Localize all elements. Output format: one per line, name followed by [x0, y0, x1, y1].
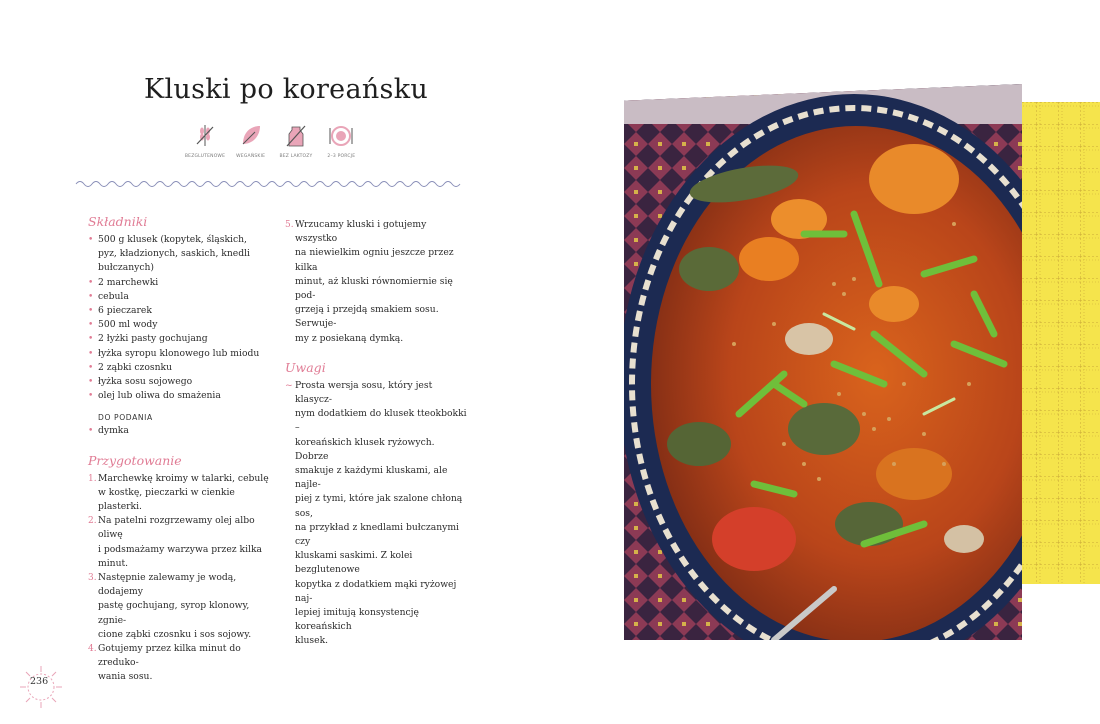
page-number-ornament	[18, 664, 64, 710]
ingredients-list	[88, 233, 278, 403]
icon-label: WEGAŃSKIE	[236, 154, 266, 159]
ingredients-heading: Składniki	[88, 214, 148, 229]
serving-heading: DO PODANIA	[98, 413, 153, 423]
ingredient-item: • 6 pieczarek	[88, 304, 278, 318]
ingredient-item: • olej lub oliwa do smażenia	[88, 389, 278, 403]
step-item: 2. Na patelni rozgrzewamy olej albo oliwę i podsmażamy warzywa przez kilka minut.	[88, 515, 263, 569]
right-column	[285, 218, 467, 649]
step-item: 4. Gotujemy przez kilka minut do zreduko- wania sosu.	[88, 643, 241, 683]
ingredient-item: • 500 ml wody	[88, 318, 278, 332]
korean-dumplings-photo	[624, 84, 1022, 640]
serving-list	[88, 424, 278, 438]
notes-heading: Uwagi	[285, 359, 326, 375]
icon-label: BEZ LAKTOZY	[279, 154, 313, 159]
preparation-heading: Przygotowanie	[88, 452, 182, 468]
lactose-free-badge	[279, 122, 312, 167]
leaf-icon	[237, 122, 265, 150]
page-number: 236	[30, 676, 49, 687]
preparation-steps	[88, 472, 278, 685]
decorative-squiggle	[74, 178, 466, 190]
gluten-free-badge	[184, 122, 226, 167]
ingredient-item: • cebula	[88, 290, 278, 304]
ingredient-item: • 2 łyżki pasty gochujang	[88, 332, 278, 346]
icon-label: BEZGLUTENOWE	[184, 154, 226, 159]
serving-item: • dymka	[88, 424, 278, 438]
dish-photo	[624, 84, 1022, 640]
yellow-tablecloth	[1014, 102, 1100, 584]
ingredient-item: • 2 marchewki	[88, 276, 278, 290]
portions-badge	[325, 122, 358, 167]
ingredient-item: • 500 g klusek (kopytek, śląskich, pyz, kładzionych, saskich, knedli bułczanych)	[88, 233, 278, 276]
preparation-steps-cont	[285, 218, 467, 346]
left-column	[88, 214, 278, 685]
recipe-title: Kluski po koreańsku	[144, 74, 429, 105]
no-dairy-icon	[282, 122, 310, 150]
recipe-attributes	[184, 122, 358, 167]
icon-label: 2–3 PORCJE	[327, 154, 356, 159]
notes-text: ~ Prosta wersja sosu, który jest klasycz- nym dodatkiem do klusek tteokbokki – koreańskich klusek ryżowych. Dobrze smakuje z każdymi kluskami, ale najle- piej z tymi, które jak szalone chłoną sos, na przykład z knedlami bułczanymi czy kluskami saskimi. Z kolei bezglutenowe kopytka z dodatkiem mąki ryżowej naj- lepiej imitują konsystencję koreańskich klusek.	[285, 379, 467, 647]
ingredient-item: • 2 ząbki czosnku	[88, 361, 278, 375]
vegan-badge	[234, 122, 267, 167]
wheat-crossed-icon	[191, 122, 219, 150]
ingredient-item: • łyżka sosu sojowego	[88, 375, 278, 389]
plate-icon	[327, 122, 355, 150]
plaid-pattern	[1014, 102, 1100, 584]
step-item: 5. Wrzucamy kluski i gotujemy wszystko na niewielkim ogniu jeszcze przez kilka minut, aż kluski równomiernie się pod- grzeją i przejdą smakiem sosu. Serwuje- my z posiekaną dymką.	[285, 219, 454, 344]
step-item: 3. Następnie zalewamy je wodą, dodajemy pastę gochujang, syrop klonowy, zgnie- cione ząbki czosnku i sos sojowy.	[88, 572, 252, 640]
ingredient-item: • łyżka syropu klonowego lub miodu	[88, 347, 278, 361]
step-item: 1. Marchewkę kroimy w talarki, cebulę w kostkę, pieczarki w cienkie plasterki.	[88, 472, 269, 513]
